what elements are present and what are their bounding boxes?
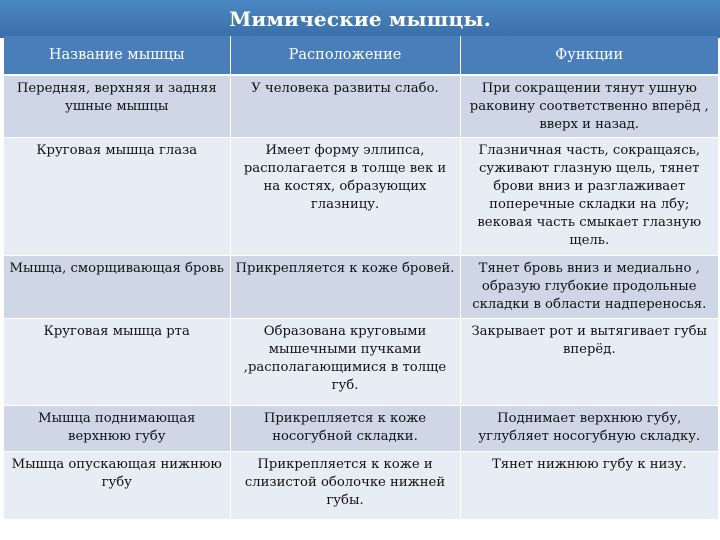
cell-functions: Глазничная часть, сокращаясь, суживают глазную щель, тянет брови вниз и разглаживает поперечные складки на лбу; вековая часть смыкает глазную щель. [460,138,718,256]
cell-location: Прикрепляется к коже бровей. [230,256,460,319]
header-muscle-name: Название мышцы [4,36,230,75]
cell-location: У человека развиты слабо. [230,75,460,138]
cell-functions: Поднимает верхнюю губу, углубляет носогубную складку. [460,406,718,452]
cell-functions: Тянет бровь вниз и медиально , образую глубокие продольные складки в области надпереносья. [460,256,718,319]
table-row [4,319,718,406]
cell-functions: Тянет нижнюю губу к низу. [460,452,718,520]
table-row [4,75,718,138]
cell-muscle-name: Круговая мышца рта [4,319,230,406]
header-location: Расположение [230,36,460,75]
cell-muscle-name: Мышца опускающая нижнюю губу [4,452,230,520]
muscles-table [4,36,718,520]
cell-muscle-name: Мышца поднимающая верхнюю губу [4,406,230,452]
cell-location: Прикрепляется к коже носогубной складки. [230,406,460,452]
cell-location: Имеет форму эллипса, располагается в толще век и на костях, образующих глазницу. [230,138,460,256]
cell-location: Образована круговыми мышечными пучками ,располагающимися в толще губ. [230,319,460,406]
table-row [4,138,718,256]
table-row [4,452,718,520]
table-row [4,406,718,452]
cell-muscle-name: Мышца, сморщивающая бровь [4,256,230,319]
cell-location: Прикрепляется к коже и слизистой оболочке нижней губы. [230,452,460,520]
cell-muscle-name: Передняя, верхняя и задняя ушные мышцы [4,75,230,138]
cell-muscle-name: Круговая мышца глаза [4,138,230,256]
header-functions: Функции [460,36,718,75]
cell-functions: Закрывает рот и вытягивает губы вперёд. [460,319,718,406]
table-header-row [4,36,718,75]
cell-functions: При сокращении тянут ушную раковину соответственно вперёд , вверх и назад. [460,75,718,138]
title-bar [0,0,720,38]
table-row [4,256,718,319]
slide-title: Мимические мышцы. [229,7,491,31]
